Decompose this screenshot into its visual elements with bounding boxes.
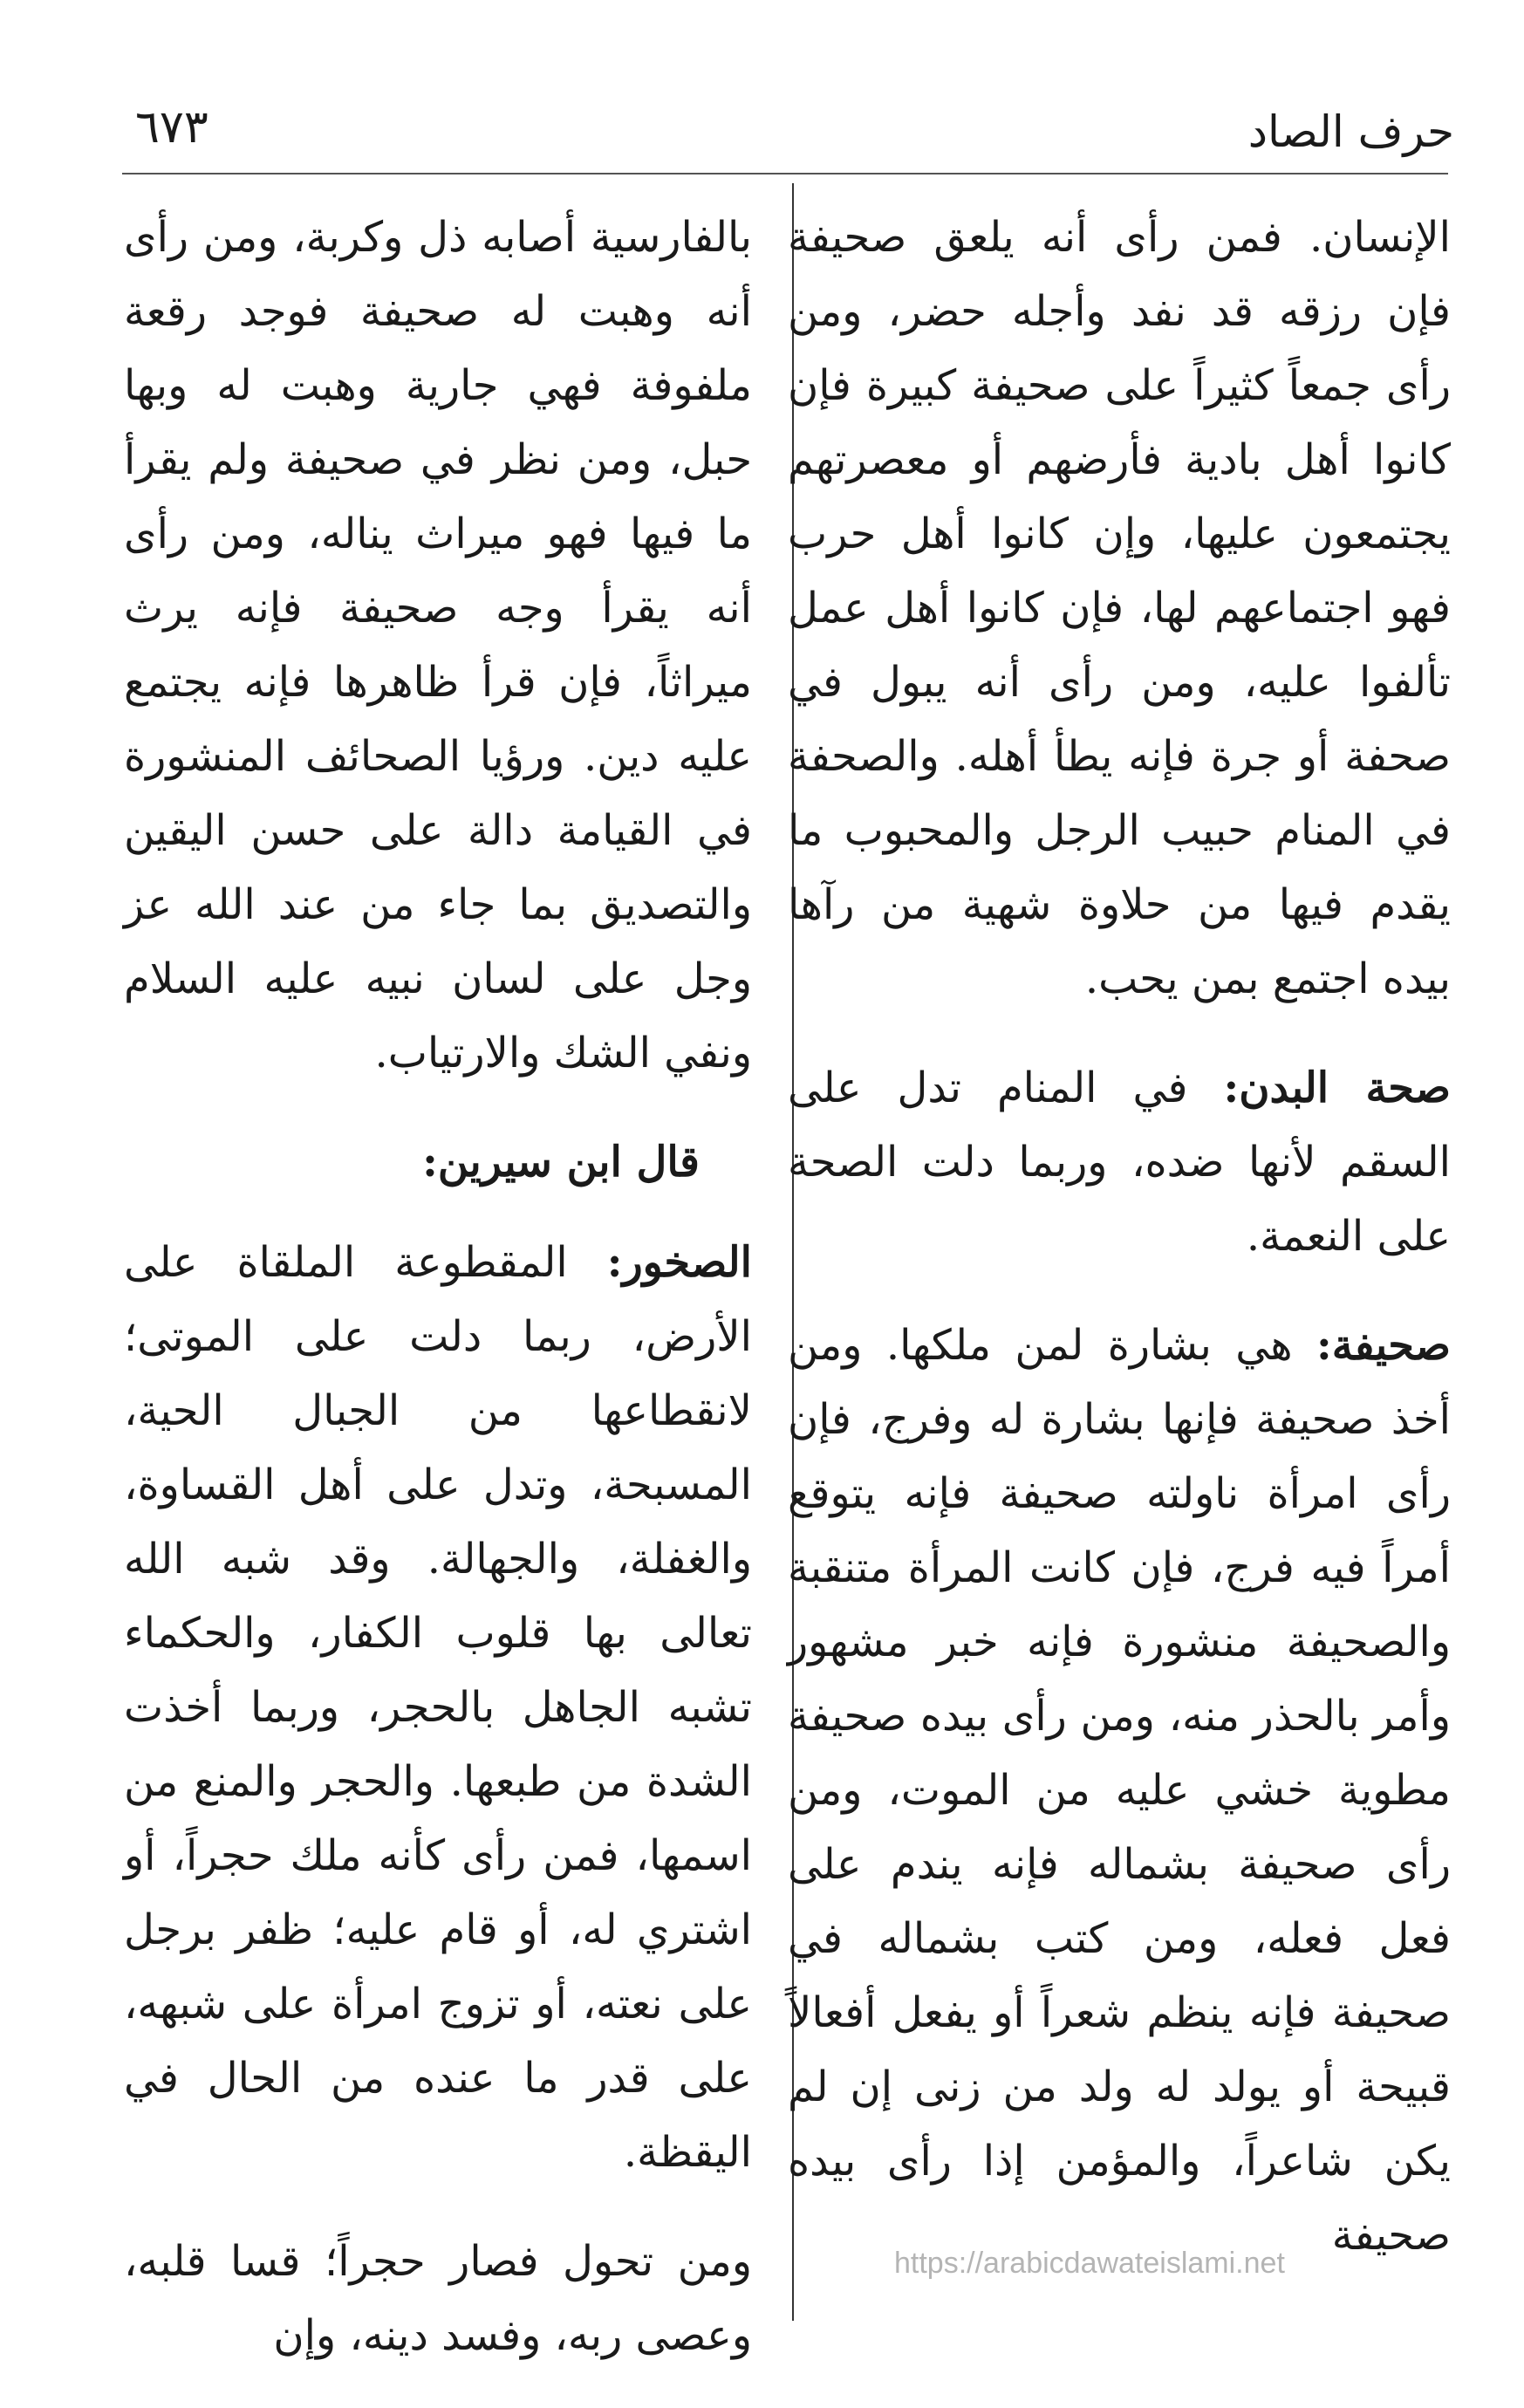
- left-paragraph-1: بالفارسية أصابه ذل وكربة، ومن رأى أنه وهبت له صحيفة فوجد رقعة ملفوفة فهي جارية وهبت له وبها حبل، ومن نظر في صحيفة ولم يقرأ ما فيها فهو ميراث يناله، ومن رأى أنه يقرأ وجه صحيفة فإنه يرث ميراثاً، فإن قرأ ظاهرها فإنه يجتمع عليه دين. ورؤيا الصحائف المنشورة في القيامة دالة على حسن اليقين والتصديق بما جاء من عند الله عز وجل على لسان نبيه عليه السلام ونفي الشك والارتياب.: [124, 213, 752, 1077]
- right-paragraph-2-text: في المنام تدل على السقم لأنها ضده، وربما دلت الصحة على النعمة.: [788, 1064, 1451, 1261]
- page-title: حرف الصاد: [1247, 106, 1454, 157]
- section-heading: قال ابن سيرين:: [422, 1138, 700, 1187]
- page-number: ٦٧٣: [135, 101, 208, 154]
- left-column: [124, 201, 752, 2408]
- right-paragraph-2: [788, 1051, 1451, 1274]
- right-paragraph-3-text: هي بشارة لمن ملكها. ومن أخذ صحيفة فإنها بشارة له وفرج، فإن رأى امرأة ناولته صحيفة فإنه يتوقع أمراً فيه فرج، فإن كانت المرأة متنقبة والصحيفة منشورة فإنه خبر مشهور وأمر بالحذر منه، ومن رأى بيده صحيفة مطوية خشي عليه من الموت، ومن رأى صحيفة بشماله فإنه يندم على فعل فعله، ومن كتب بشماله في صحيفة فإنه ينظم شعراً أو يفعل أفعالاً قبيحة أو يولد له ولد من زنى إن لم يكن شاعراً، والمؤمن إذا رأى بيده صحيفة: [788, 1321, 1451, 2260]
- left-paragraph-3: ومن تحول فصار حجراً؛ قسا قلبه، وعصى ربه، وفسد دينه، وإن: [124, 2237, 752, 2360]
- term-alsukhur: الصخور:: [606, 1238, 752, 1287]
- term-sihhat-albadan: صحة البدن:: [1223, 1064, 1452, 1112]
- left-paragraph-2-text: المقطوعة الملقاة على الأرض، ربما دلت على الموتى؛ لانقطاعها من الجبال الحية، المسبحة، وتدل على أهل القساوة، والغفلة، والجهالة. وقد شبه الله تعالى بها قلوب الكفار، والحكماء تشبه الجاهل بالحجر، وربما أخذت الشدة من طبعها. والحجر والمنع من اسمها، فمن رأى كأنه ملك حجراً، أو اشتري له، أو قام عليه؛ ظفر برجل على نعته، أو تزوج امرأة على شبهه، على قدر ما عنده من الحال في اليقظة.: [124, 1238, 752, 2177]
- term-sahifa: صحيفة:: [1316, 1321, 1451, 1370]
- header-rule: [122, 173, 1448, 174]
- watermark-url: https://arabicdawateislami.net: [894, 2247, 1285, 2280]
- right-paragraph-1: الإنسان. فمن رأى أنه يلعق صحيفة فإن رزقه قد نفد وأجله حضر، ومن رأى جمعاً كثيراً على صحيفة كبيرة فإن كانوا أهل بادية فأرضهم أو معصرتهم يجتمعون عليها، وإن كانوا أهل حرب فهو اجتماعهم لها، فإن كانوا أهل عمل تألفوا عليه، ومن رأى أنه يبول في صحفة أو جرة فإنه يطأ أهله. والصحفة في المنام حبيب الرجل والمحبوب ما يقدم فيها من حلاوة شهية من رآها بيده اجتمع بمن يحب.: [788, 213, 1452, 1003]
- right-column: [788, 201, 1451, 2308]
- right-paragraph-3: [788, 1309, 1451, 2273]
- left-paragraph-2: [124, 1226, 752, 2190]
